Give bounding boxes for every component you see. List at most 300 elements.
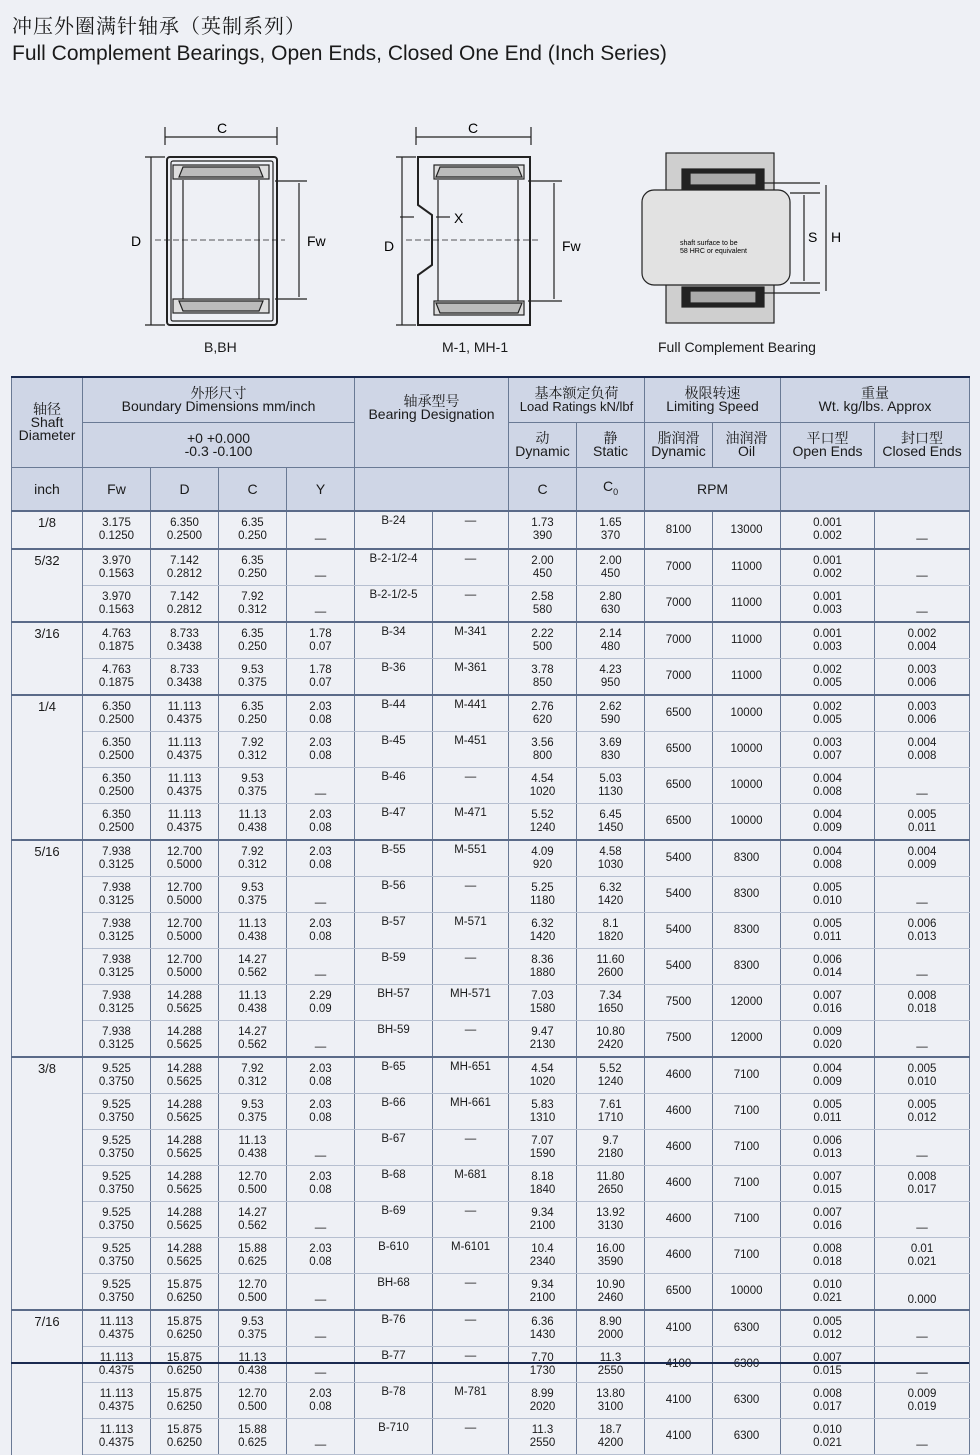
table-end-line [11, 1362, 969, 1364]
cell-b-designation: B-76 [355, 1310, 433, 1347]
cell-grease-rpm: 4100 [645, 1383, 713, 1419]
header-dynamic: 动 Dynamic [509, 423, 577, 468]
cell-oil-rpm: 8300 [713, 840, 781, 877]
cell-closed-weight: — [875, 1347, 970, 1383]
cell-c: 11.13 0.438 [219, 804, 287, 841]
cell-y: — [287, 1130, 355, 1166]
d2-label-c: C [468, 120, 479, 136]
cell-closed-weight: 0.008 0.017 [875, 1166, 970, 1202]
table-row [12, 840, 970, 877]
table-row [12, 1057, 970, 1094]
cell-dyn: 6.32 1420 [509, 913, 577, 949]
cell-fw: 11.113 0.4375 [83, 1310, 151, 1347]
cell-stat: 2.00 450 [577, 549, 645, 586]
cell-closed-weight: 0.01 0.021 [875, 1238, 970, 1274]
cell-grease-rpm: 4100 [645, 1419, 713, 1455]
cell-oil-rpm: 13000 [713, 511, 781, 549]
cell-dyn: 4.54 1020 [509, 768, 577, 804]
cell-stat: 18.7 4200 [577, 1419, 645, 1455]
cell-c: 9.53 0.375 [219, 877, 287, 913]
cell-dyn: 6.36 1430 [509, 1310, 577, 1347]
cell-wo: 0.004 0.008 [781, 840, 875, 877]
cell-c: 15.88 0.625 [219, 1238, 287, 1274]
cell-grease-rpm: 4600 [645, 1238, 713, 1274]
cell-oil-rpm: 7100 [713, 1094, 781, 1130]
d3-note-2: 58 HRC or equivalent [680, 248, 747, 255]
table-row [12, 913, 970, 949]
cell-b-designation: B-44 [355, 695, 433, 732]
cell-grease-rpm: 6500 [645, 768, 713, 804]
cell-wo: 0.010 0.021 [781, 1419, 875, 1455]
cell-d: 7.142 0.2812 [151, 549, 219, 586]
table-row [12, 1166, 970, 1202]
cell-c: 7.92 0.312 [219, 1057, 287, 1094]
cell-oil-rpm: 12000 [713, 1021, 781, 1058]
unit-c: C [219, 468, 287, 512]
cell-wo: 0.004 0.009 [781, 804, 875, 841]
cell-wo: 0.001 0.003 [781, 586, 875, 623]
cell-oil-rpm: 7100 [713, 1166, 781, 1202]
cell-fw: 4.763 0.1875 [83, 659, 151, 696]
cell-b-designation: B-56 [355, 877, 433, 913]
cell-shaft: 1/4 [12, 695, 83, 840]
cell-b-designation: B-45 [355, 732, 433, 768]
cell-d: 12.700 0.5000 [151, 913, 219, 949]
cell-wo: 0.006 0.013 [781, 1130, 875, 1166]
cell-b-designation: B-46 [355, 768, 433, 804]
cell-stat: 2.62 590 [577, 695, 645, 732]
cell-m-designation: — [433, 1310, 509, 1347]
cell-shaft: 1/8 [12, 511, 83, 549]
cell-m-designation: MH-651 [433, 1057, 509, 1094]
cell-d: 14.288 0.5625 [151, 1238, 219, 1274]
header-closed-ends: 封口型 Closed Ends [875, 423, 970, 468]
cell-c: 9.53 0.375 [219, 1094, 287, 1130]
cell-oil-rpm: 7100 [713, 1057, 781, 1094]
cell-stat: 1.65 370 [577, 511, 645, 549]
cell-fw: 6.350 0.2500 [83, 732, 151, 768]
cell-b-designation: B-2-1/2-4 [355, 549, 433, 586]
cell-grease-rpm: 4600 [645, 1202, 713, 1238]
cell-shaft: 3/8 [12, 1057, 83, 1310]
table-row [12, 622, 970, 659]
cell-oil-rpm: 10000 [713, 804, 781, 841]
cell-closed-weight: — [875, 768, 970, 804]
cell-d: 7.142 0.2812 [151, 586, 219, 623]
cell-stat: 11.60 2600 [577, 949, 645, 985]
cell-m-designation: M-361 [433, 659, 509, 696]
cell-dyn: 9.34 2100 [509, 1202, 577, 1238]
cell-c: 7.92 0.312 [219, 586, 287, 623]
cell-y: 2.03 0.08 [287, 840, 355, 877]
cell-b-designation: B-78 [355, 1383, 433, 1419]
cell-b-designation: B-55 [355, 840, 433, 877]
cell-stat: 4.23 950 [577, 659, 645, 696]
cell-grease-rpm: 7500 [645, 1021, 713, 1058]
cell-fw: 6.350 0.2500 [83, 695, 151, 732]
cell-fw: 9.525 0.3750 [83, 1094, 151, 1130]
table-row [12, 1021, 970, 1058]
cell-wo: 0.007 0.015 [781, 1347, 875, 1383]
cell-m-designation: — [433, 549, 509, 586]
unit-rpm: RPM [645, 468, 781, 512]
cell-wo: 0.001 0.002 [781, 549, 875, 586]
cell-b-designation: B-24 [355, 511, 433, 549]
cell-c: 14.27 0.562 [219, 1202, 287, 1238]
cell-c: 6.35 0.250 [219, 549, 287, 586]
d3-note-1: shaft surface to be [680, 240, 738, 247]
cell-m-designation: MH-571 [433, 985, 509, 1021]
cell-d: 6.350 0.2500 [151, 511, 219, 549]
cell-grease-rpm: 7000 [645, 549, 713, 586]
unit-y: Y [287, 468, 355, 512]
cell-y: 1.78 0.07 [287, 622, 355, 659]
cell-m-designation: M-681 [433, 1166, 509, 1202]
cell-d: 12.700 0.5000 [151, 840, 219, 877]
cell-d: 14.288 0.5625 [151, 1166, 219, 1202]
cell-d: 12.700 0.5000 [151, 949, 219, 985]
cell-fw: 9.525 0.3750 [83, 1166, 151, 1202]
cell-grease-rpm: 8100 [645, 511, 713, 549]
cell-oil-rpm: 8300 [713, 913, 781, 949]
d2-label-x: X [454, 210, 464, 226]
cell-closed-weight: 0.000 [875, 1274, 970, 1311]
cell-dyn: 3.78 850 [509, 659, 577, 696]
cell-closed-weight: — [875, 1419, 970, 1455]
cell-b-designation: B-57 [355, 913, 433, 949]
cell-y: 2.03 0.08 [287, 913, 355, 949]
cell-oil-rpm: 7100 [713, 1130, 781, 1166]
header-open-ends: 平口型 Open Ends [781, 423, 875, 468]
cell-closed-weight: 0.005 0.010 [875, 1057, 970, 1094]
cell-y: — [287, 768, 355, 804]
cell-fw: 11.113 0.4375 [83, 1383, 151, 1419]
cell-b-designation: BH-59 [355, 1021, 433, 1058]
cell-y: — [287, 1419, 355, 1455]
cell-y: — [287, 877, 355, 913]
cell-dyn: 9.34 2100 [509, 1274, 577, 1311]
cell-wo: 0.001 0.003 [781, 622, 875, 659]
cell-d: 8.733 0.3438 [151, 659, 219, 696]
cell-b-designation: B-68 [355, 1166, 433, 1202]
cell-closed-weight: — [875, 1202, 970, 1238]
cell-oil-rpm: 11000 [713, 549, 781, 586]
cell-stat: 11.3 2550 [577, 1347, 645, 1383]
table-row [12, 985, 970, 1021]
cell-fw: 7.938 0.3125 [83, 913, 151, 949]
page-title-cn: 冲压外圈满针轴承（英制系列） [12, 14, 306, 38]
table-row [12, 949, 970, 985]
cell-grease-rpm: 4600 [645, 1057, 713, 1094]
cell-closed-weight: 0.004 0.009 [875, 840, 970, 877]
cell-fw: 6.350 0.2500 [83, 804, 151, 841]
cell-closed-weight: — [875, 511, 970, 549]
cell-fw: 7.938 0.3125 [83, 949, 151, 985]
cell-fw: 9.525 0.3750 [83, 1130, 151, 1166]
cell-m-designation: M-441 [433, 695, 509, 732]
cell-oil-rpm: 6300 [713, 1419, 781, 1455]
cell-stat: 11.80 2650 [577, 1166, 645, 1202]
cell-c: 11.13 0.438 [219, 985, 287, 1021]
cell-m-designation: MH-661 [433, 1094, 509, 1130]
unit-inch: inch [12, 468, 83, 512]
cell-y: 2.03 0.08 [287, 1383, 355, 1419]
specification-table [11, 376, 970, 1455]
cell-dyn: 7.03 1580 [509, 985, 577, 1021]
cell-fw: 7.938 0.3125 [83, 877, 151, 913]
cell-fw: 9.525 0.3750 [83, 1202, 151, 1238]
cell-d: 8.733 0.3438 [151, 622, 219, 659]
d1-label-fw: Fw [307, 233, 326, 249]
cell-y: — [287, 549, 355, 586]
cell-oil-rpm: 6300 [713, 1310, 781, 1347]
diagram-full-complement-caption: Full Complement Bearing [658, 339, 816, 355]
cell-closed-weight: — [875, 1310, 970, 1347]
cell-m-designation: — [433, 1021, 509, 1058]
cell-grease-rpm: 6500 [645, 695, 713, 732]
cell-grease-rpm: 4600 [645, 1094, 713, 1130]
cell-closed-weight: 0.005 0.012 [875, 1094, 970, 1130]
cell-y: — [287, 1202, 355, 1238]
cell-stat: 6.32 1420 [577, 877, 645, 913]
cell-stat: 4.58 1030 [577, 840, 645, 877]
cell-c: 15.88 0.625 [219, 1419, 287, 1455]
cell-grease-rpm: 4600 [645, 1130, 713, 1166]
cell-stat: 7.61 1710 [577, 1094, 645, 1130]
cell-y: 2.03 0.08 [287, 1094, 355, 1130]
cell-wo: 0.005 0.010 [781, 877, 875, 913]
cell-closed-weight: 0.003 0.006 [875, 695, 970, 732]
header-grease: 脂润滑 Dynamic [645, 423, 713, 468]
cell-y: 2.03 0.08 [287, 695, 355, 732]
cell-d: 11.113 0.4375 [151, 695, 219, 732]
cell-dyn: 2.76 620 [509, 695, 577, 732]
cell-b-designation: BH-68 [355, 1274, 433, 1311]
cell-dyn: 10.4 2340 [509, 1238, 577, 1274]
unit-load-c: C [509, 468, 577, 512]
cell-closed-weight: — [875, 877, 970, 913]
unit-designation-blank [355, 468, 509, 512]
cell-y: — [287, 586, 355, 623]
cell-grease-rpm: 5400 [645, 840, 713, 877]
cell-wo: 0.004 0.009 [781, 1057, 875, 1094]
cell-wo: 0.008 0.018 [781, 1238, 875, 1274]
header-boundary-dimensions: 外形尺寸 Boundary Dimensions mm/inch [83, 377, 355, 423]
cell-grease-rpm: 4600 [645, 1166, 713, 1202]
cell-wo: 0.007 0.015 [781, 1166, 875, 1202]
cell-shaft: 7/16 [12, 1310, 83, 1455]
cell-y: — [287, 1021, 355, 1058]
cell-fw: 3.970 0.1563 [83, 586, 151, 623]
cell-y: 2.03 0.08 [287, 1166, 355, 1202]
cell-y: 2.03 0.08 [287, 1238, 355, 1274]
cell-m-designation: — [433, 511, 509, 549]
cell-b-designation: B-710 [355, 1419, 433, 1455]
cell-m-designation: — [433, 949, 509, 985]
table-row [12, 659, 970, 696]
cell-y: — [287, 949, 355, 985]
cell-dyn: 4.09 920 [509, 840, 577, 877]
table-row [12, 1202, 970, 1238]
cell-wo: 0.001 0.002 [781, 511, 875, 549]
cell-dyn: 1.73 390 [509, 511, 577, 549]
cell-closed-weight: 0.003 0.006 [875, 659, 970, 696]
cell-wo: 0.010 0.021 [781, 1274, 875, 1311]
cell-b-designation: B-47 [355, 804, 433, 841]
cell-c: 7.92 0.312 [219, 840, 287, 877]
cell-y: 1.78 0.07 [287, 659, 355, 696]
cell-wo: 0.007 0.016 [781, 985, 875, 1021]
table-row [12, 732, 970, 768]
cell-wo: 0.005 0.011 [781, 913, 875, 949]
cell-d: 14.288 0.5625 [151, 1094, 219, 1130]
cell-y: 2.03 0.08 [287, 1057, 355, 1094]
cell-y: — [287, 511, 355, 549]
cell-m-designation: M-571 [433, 913, 509, 949]
cell-closed-weight: 0.005 0.011 [875, 804, 970, 841]
cell-d: 14.288 0.5625 [151, 1057, 219, 1094]
cell-oil-rpm: 7100 [713, 1238, 781, 1274]
cell-grease-rpm: 7500 [645, 985, 713, 1021]
header-weight: 重量 Wt. kg/lbs. Approx [781, 377, 970, 423]
table-row [12, 1310, 970, 1347]
cell-c: 11.13 0.438 [219, 1347, 287, 1383]
cell-wo: 0.003 0.007 [781, 732, 875, 768]
cell-y: — [287, 1310, 355, 1347]
cell-stat: 10.80 2420 [577, 1021, 645, 1058]
cell-b-designation: B-36 [355, 659, 433, 696]
cell-dyn: 8.18 1840 [509, 1166, 577, 1202]
cell-grease-rpm: 6500 [645, 804, 713, 841]
cell-b-designation: B-69 [355, 1202, 433, 1238]
cell-d: 15.875 0.6250 [151, 1419, 219, 1455]
cell-d: 14.288 0.5625 [151, 1202, 219, 1238]
cell-wo: 0.005 0.011 [781, 1094, 875, 1130]
diagram-b-bh-caption: B,BH [204, 339, 237, 355]
cell-grease-rpm: 6500 [645, 732, 713, 768]
cell-fw: 9.525 0.3750 [83, 1057, 151, 1094]
cell-wo: 0.002 0.005 [781, 659, 875, 696]
cell-dyn: 8.99 2020 [509, 1383, 577, 1419]
d3-label-h: H [831, 229, 842, 245]
cell-m-designation: M-341 [433, 622, 509, 659]
cell-m-designation: — [433, 586, 509, 623]
cell-oil-rpm: 10000 [713, 768, 781, 804]
cell-c: 6.35 0.250 [219, 622, 287, 659]
cell-d: 11.113 0.4375 [151, 732, 219, 768]
table-row [12, 511, 970, 549]
cell-shaft: 5/16 [12, 840, 83, 1057]
cell-wo: 0.007 0.016 [781, 1202, 875, 1238]
cell-dyn: 5.83 1310 [509, 1094, 577, 1130]
cell-m-designation: — [433, 768, 509, 804]
cell-dyn: 7.70 1730 [509, 1347, 577, 1383]
table-row [12, 1238, 970, 1274]
cell-oil-rpm: 11000 [713, 586, 781, 623]
cell-stat: 13.92 3130 [577, 1202, 645, 1238]
cell-m-designation: M-6101 [433, 1238, 509, 1274]
cell-stat: 8.1 1820 [577, 913, 645, 949]
cell-fw: 11.113 0.4375 [83, 1347, 151, 1383]
cell-fw: 7.938 0.3125 [83, 840, 151, 877]
cell-closed-weight: 0.008 0.018 [875, 985, 970, 1021]
cell-fw: 4.763 0.1875 [83, 622, 151, 659]
cell-oil-rpm: 6300 [713, 1383, 781, 1419]
cell-d: 15.875 0.6250 [151, 1383, 219, 1419]
d3-label-s: S [808, 229, 818, 245]
cell-fw: 9.525 0.3750 [83, 1274, 151, 1311]
cell-oil-rpm: 10000 [713, 1274, 781, 1311]
diagram-m1-mh1-caption: M-1, MH-1 [442, 339, 509, 355]
cell-b-designation: B-34 [355, 622, 433, 659]
cell-c: 12.70 0.500 [219, 1383, 287, 1419]
cell-closed-weight: — [875, 949, 970, 985]
cell-fw: 7.938 0.3125 [83, 985, 151, 1021]
cell-grease-rpm: 4100 [645, 1310, 713, 1347]
cell-d: 14.288 0.5625 [151, 1021, 219, 1058]
header-oil: 油润滑 Oil [713, 423, 781, 468]
cell-oil-rpm: 11000 [713, 622, 781, 659]
cell-m-designation: M-471 [433, 804, 509, 841]
d2-label-fw: Fw [562, 238, 581, 254]
cell-oil-rpm: 11000 [713, 659, 781, 696]
cell-stat: 3.69 830 [577, 732, 645, 768]
cell-d: 15.875 0.6250 [151, 1274, 219, 1311]
cell-c: 12.70 0.500 [219, 1274, 287, 1311]
table-row [12, 1419, 970, 1455]
cell-fw: 7.938 0.3125 [83, 1021, 151, 1058]
header-limiting-speed: 极限转速 Limiting Speed [645, 377, 781, 423]
cell-grease-rpm: 4100 [645, 1347, 713, 1383]
table-row [12, 1274, 970, 1311]
cell-c: 9.53 0.375 [219, 1310, 287, 1347]
cell-dyn: 2.00 450 [509, 549, 577, 586]
cell-dyn: 9.47 2130 [509, 1021, 577, 1058]
table-row [12, 549, 970, 586]
cell-dyn: 2.58 580 [509, 586, 577, 623]
cell-grease-rpm: 5400 [645, 949, 713, 985]
cell-m-designation: M-551 [433, 840, 509, 877]
cell-closed-weight: — [875, 1130, 970, 1166]
cell-m-designation: — [433, 1274, 509, 1311]
cell-closed-weight: 0.002 0.004 [875, 622, 970, 659]
cell-closed-weight: — [875, 586, 970, 623]
cell-b-designation: B-59 [355, 949, 433, 985]
cell-y: 2.03 0.08 [287, 804, 355, 841]
cell-oil-rpm: 6300 [713, 1347, 781, 1383]
cell-m-designation: — [433, 877, 509, 913]
cell-c: 11.13 0.438 [219, 913, 287, 949]
cell-m-designation: M-781 [433, 1383, 509, 1419]
cell-y: — [287, 1347, 355, 1383]
cell-stat: 13.80 3100 [577, 1383, 645, 1419]
cell-m-designation: — [433, 1202, 509, 1238]
diagram-m1-mh1 [378, 115, 598, 335]
cell-oil-rpm: 7100 [713, 1202, 781, 1238]
cell-b-designation: B-67 [355, 1130, 433, 1166]
diagram-full-complement [630, 145, 860, 325]
cell-b-designation: B-65 [355, 1057, 433, 1094]
cell-c: 9.53 0.375 [219, 768, 287, 804]
cell-stat: 6.45 1450 [577, 804, 645, 841]
cell-grease-rpm: 7000 [645, 622, 713, 659]
cell-grease-rpm: 7000 [645, 659, 713, 696]
cell-stat: 8.90 2000 [577, 1310, 645, 1347]
table-row [12, 586, 970, 623]
header-shaft: 轴径 Shaft Diameter [12, 377, 83, 468]
cell-b-designation: B-610 [355, 1238, 433, 1274]
cell-m-designation: — [433, 1419, 509, 1455]
